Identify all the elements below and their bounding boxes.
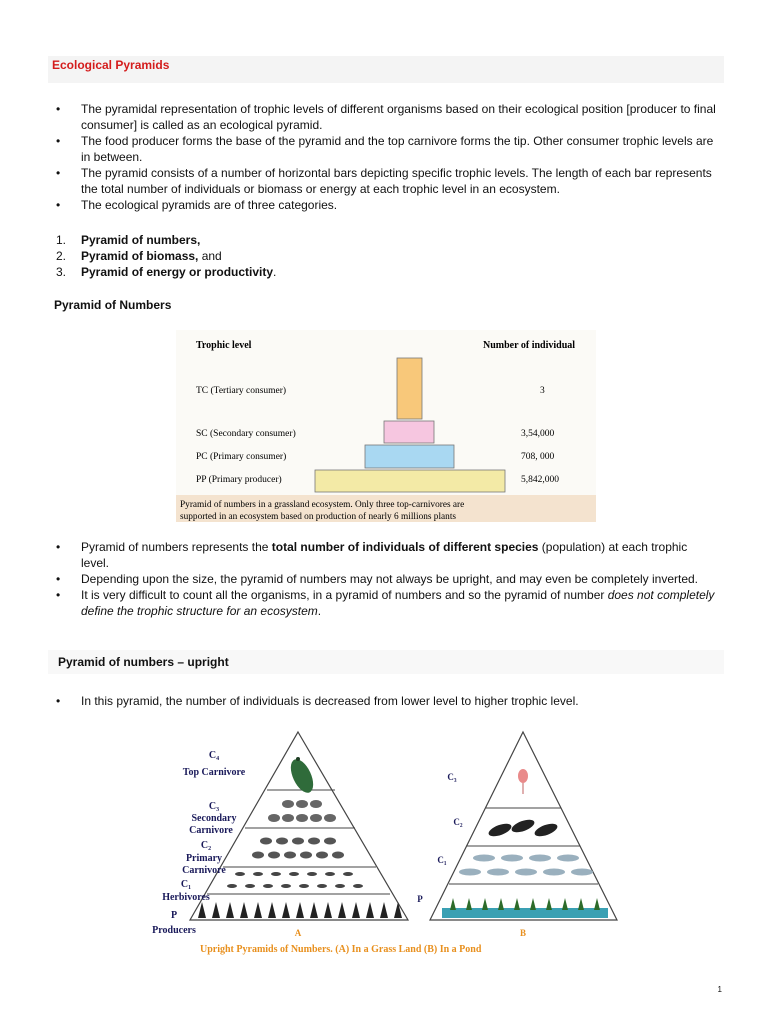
level-label-secondary: Secondary: [191, 813, 237, 824]
level-label-c4: C₄: [208, 750, 220, 761]
category-list: [56, 232, 276, 280]
level-label: PP (Primary producer): [196, 475, 282, 485]
intro-bullets: [56, 101, 716, 213]
text-run-bold: total number of individuals of different species: [271, 540, 539, 554]
level-label-c3: C₃: [208, 801, 220, 812]
level-label-c2: C₂: [453, 817, 463, 827]
text-run: It is very difficult to count all the organisms, in a pyramid of numbers and so the pyramid of number: [81, 588, 608, 602]
level-label: TC (Tertiary consumer): [196, 386, 287, 396]
list-item: • Depending upon the size, the pyramid of numbers may not always be upright, and may even be completely inverted.: [56, 571, 716, 587]
level-label-p: P: [417, 894, 423, 904]
level-label-herbivores: Herbivores: [162, 892, 210, 903]
list-item: [56, 539, 716, 571]
figure-caption: Upright Pyramids of Numbers. (A) In a Grass Land (B) In a Pond: [200, 944, 482, 955]
level-value: 708, 000: [521, 452, 555, 462]
level-label-top-carnivore: Top Carnivore: [182, 767, 246, 778]
list-item: • The ecological pyramids are of three categories.: [56, 197, 716, 213]
level-label: PC (Primary consumer): [196, 452, 287, 462]
list-item: • The pyramid consists of a number of horizontal bars depicting specific trophic levels. The length of each bar represents the total number of individuals or biomass or energy at each trophic level in an ecosystem.: [56, 165, 716, 197]
section-heading-upright: Pyramid of numbers – upright: [58, 655, 229, 669]
text-run-italic: does not completely define the trophic structure for an ecosystem: [81, 588, 715, 618]
list-item: [56, 248, 276, 264]
section-heading-pyramid-of-numbers: Pyramid of Numbers: [54, 298, 172, 312]
numbers-bullets: [56, 539, 716, 619]
level-label-primary: Primary: [185, 853, 223, 864]
list-item: • In this pyramid, the number of individuals is decreased from lower level to higher trophic level.: [56, 693, 716, 709]
level-label-p: P: [170, 910, 178, 921]
level-label-carnivore: Carnivore: [189, 825, 233, 836]
bar-primary-consumer: [365, 445, 454, 468]
bar-tertiary-consumer: [397, 358, 422, 419]
col-header-trophic-level: Trophic level: [196, 340, 252, 351]
level-label-c1: C₁: [437, 855, 447, 865]
item-rest: and: [198, 249, 222, 263]
list-item: [56, 264, 276, 280]
text-run: .: [317, 604, 322, 618]
page-number: 1: [717, 985, 722, 994]
figure-caption-line: supported in an ecosystem based on production of nearly 6 millions plants: [180, 512, 457, 522]
item-bold: Pyramid of energy or productivity: [81, 265, 274, 279]
figure-caption-line: Pyramid of numbers in a grassland ecosystem. Only three top-carnivores are: [180, 500, 465, 510]
upright-bullets: [56, 693, 716, 709]
list-item: [56, 232, 276, 248]
level-label-c3: C₃: [447, 772, 457, 782]
level-value: 3: [540, 386, 545, 396]
text-run: Pyramid of numbers represents the: [81, 540, 272, 554]
page-title: Ecological Pyramids: [52, 58, 170, 72]
item-bold: Pyramid of biomass,: [81, 249, 199, 263]
bar-secondary-consumer: [384, 421, 434, 443]
level-value: 5,842,000: [521, 475, 559, 485]
item-rest: .: [273, 265, 277, 279]
item-number: 2.: [56, 249, 67, 263]
level-value: 3,54,000: [521, 429, 555, 439]
list-item: • The food producer forms the base of the pyramid and the top carnivore forms the tip. Other consumer trophic levels are in between.: [56, 133, 716, 165]
item-bold: Pyramid of numbers,: [81, 233, 201, 247]
level-label-c1: C₁: [180, 879, 192, 890]
level-label: SC (Secondary consumer): [196, 429, 296, 439]
col-header-number: Number of individual: [483, 340, 576, 351]
level-label-producers: Producers: [152, 925, 196, 936]
list-item: • The pyramidal representation of trophic levels of different organisms based on their ecological position [producer to final consumer] is called as an ecological pyramid.: [56, 101, 716, 133]
tag-a: A: [294, 928, 302, 938]
tag-b: B: [519, 928, 527, 938]
text-run: (population) at each trophic level.: [81, 540, 688, 570]
bar-primary-producer: [315, 470, 505, 492]
level-label-c2: C₂: [200, 840, 212, 851]
item-number: 1.: [56, 233, 67, 247]
pyramid-of-numbers-figure: [176, 330, 596, 522]
list-item: [56, 587, 716, 619]
item-number: 3.: [56, 265, 67, 279]
level-label-carnivore: Carnivore: [182, 865, 226, 876]
upright-pyramids-figure: [140, 724, 630, 964]
